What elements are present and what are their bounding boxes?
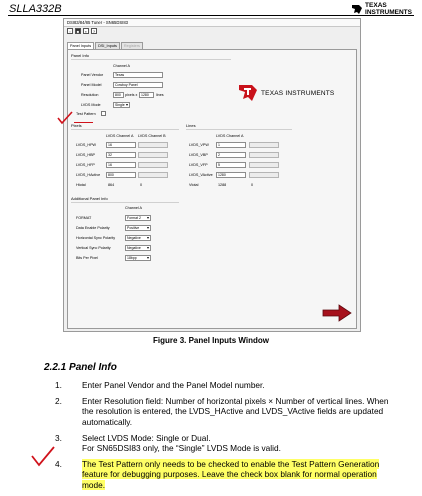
pixels-row-label: LVDS_HBP <box>76 153 95 157</box>
resolution-label: Resolution <box>81 93 99 97</box>
panel-ti-logo <box>237 83 334 103</box>
additional-title: Additional Panel Info <box>71 196 108 201</box>
list-item <box>55 396 395 427</box>
resolution-unit: lines <box>156 93 164 97</box>
item-number: 3. <box>55 432 62 443</box>
item-text-highlighted: The Test Pattern only needs to be checked to enable the Test Pattern Generation feature for debugging purposes. Leave the check box blank for normal operation mode. <box>82 459 380 490</box>
item-text: Enter Panel Vendor and the Panel Model number. <box>82 380 265 390</box>
pixels-title: Pixels <box>71 123 82 128</box>
divider <box>71 129 179 130</box>
pixels-row-b-input <box>138 172 168 178</box>
pixels-row-a-input[interactable]: 32 <box>106 152 136 158</box>
panel-info-title: Panel Info <box>71 53 90 58</box>
test-pattern-label: Test Pattern <box>76 112 96 116</box>
test-pattern-underline <box>74 122 93 123</box>
pixels-row-b-input <box>138 142 168 148</box>
lines-row-label: LVDS_VPW <box>189 143 209 147</box>
app-window <box>63 18 361 332</box>
item-text: For SN65DSI83 only, the “Single” LVDS Mode is valid. <box>82 443 281 454</box>
lvds-mode-label: LVDS Mode <box>81 103 101 107</box>
vtotal-label: Vtotal <box>189 183 199 187</box>
header-rule <box>8 15 414 16</box>
panel-inputs-panel <box>67 49 357 329</box>
pixels-row-a-input[interactable]: 800 <box>106 172 136 178</box>
pixels-row-a-input[interactable]: 16 <box>106 142 136 148</box>
lines-row-a-input[interactable]: 1 <box>216 142 246 148</box>
item-text: Enter Resolution field: Number of horizontal pixels × Number of vertical lines. When the resolution is entered, the LVDS_HActive and LVDS_VActive fields are updated automatically. <box>82 396 389 427</box>
vtotal-b-value: 0 <box>251 183 254 187</box>
resolution-h-input[interactable]: 800 <box>113 92 124 98</box>
lines-row-b-input <box>249 172 279 178</box>
tab-registers[interactable]: Registers <box>121 42 143 49</box>
panel-vendor-input[interactable]: Texas <box>113 72 163 78</box>
panel-logo-text: TEXAS INSTRUMENTS <box>261 89 335 97</box>
lines-row-label: LVDS_VActive <box>189 173 213 177</box>
item-number: 4. <box>55 459 62 470</box>
pixels-row-label: LVDS_HActive <box>76 173 101 177</box>
pixels-row-a-input[interactable]: 16 <box>106 162 136 168</box>
app-toolbar <box>64 27 360 35</box>
tab-panel-inputs[interactable]: Panel Inputs <box>67 42 94 50</box>
additional-row-label: FORMAT <box>76 216 92 220</box>
divider <box>186 129 292 130</box>
divider <box>71 202 179 203</box>
list-item <box>55 380 395 390</box>
red-checkmark-icon <box>57 111 73 125</box>
resolution-v-input[interactable]: 1280 <box>139 92 154 98</box>
additional-row-label: Horizontal Sync Polarity <box>76 236 116 240</box>
lines-row-a-input[interactable]: 2 <box>216 152 246 158</box>
ti-logo-icon <box>237 83 259 103</box>
lvds-mode-select[interactable]: Single ▾ <box>113 102 130 108</box>
htotal-label: Htotal <box>76 183 86 187</box>
brand-line2: INSTRUMENTS <box>365 9 412 16</box>
lines-col-a: LVDS Channel A <box>216 134 244 138</box>
vsync-polarity-select[interactable]: Negative ▾ <box>125 245 151 251</box>
figure-caption: Figure 3. Panel Inputs Window <box>153 336 269 345</box>
lines-row-a-input[interactable]: 5 <box>216 162 246 168</box>
format-select[interactable]: Format 2 ▾ <box>125 215 151 221</box>
instruction-list <box>55 380 395 496</box>
brand-line1: TEXAS <box>365 2 387 9</box>
htotal-a-value: 864 <box>108 183 115 187</box>
display-icon[interactable]: ▫ <box>67 28 73 34</box>
red-checkmark-icon <box>30 445 56 467</box>
pixels-col-b: LVDS Channel B <box>138 134 166 138</box>
additional-row-label: Vertical Sync Polarity <box>76 246 111 250</box>
divider <box>71 59 231 60</box>
section-heading: 2.2.1 Panel Info <box>44 362 117 373</box>
channel-a-header: Channel A <box>113 64 131 68</box>
additional-row-label: Bits Per Pixel <box>76 256 98 260</box>
pixels-row-b-input <box>138 152 168 158</box>
data-enable-polarity-select[interactable]: Positive ▾ <box>125 225 151 231</box>
ti-logo-icon <box>351 4 363 15</box>
additional-channel-header: Channel A <box>125 206 143 210</box>
list-item <box>55 433 395 453</box>
hsync-polarity-select[interactable]: Negative ▾ <box>125 235 151 241</box>
lines-title: Lines <box>186 123 196 128</box>
panel-vendor-label: Panel Vendor <box>81 73 104 77</box>
lines-row-a-input[interactable]: 1280 <box>216 172 246 178</box>
vtotal-a-value: 1288 <box>218 183 227 187</box>
bits-per-pixel-select[interactable]: 18bpp ▾ <box>125 255 151 261</box>
doc-id: SLLA332B <box>9 3 62 15</box>
pixels-row-b-input <box>138 162 168 168</box>
resolution-sep: pixels x <box>125 93 138 97</box>
next-arrow-icon[interactable] <box>322 304 352 322</box>
app-title: DSI83/84/85 Tuner - SN65DSI83 <box>64 19 360 27</box>
tab-dsi-inputs[interactable]: DSI_Inputs <box>95 42 120 49</box>
lines-row-label: LVDS_VFP <box>189 163 208 167</box>
test-pattern-checkbox[interactable] <box>101 111 106 116</box>
lines-row-b-input <box>249 162 279 168</box>
lines-row-label: LVDS_VBP <box>189 153 208 157</box>
pixels-col-a: LVDS Channel A <box>106 134 134 138</box>
list-item <box>55 459 395 490</box>
dark-icon[interactable]: ■ <box>76 28 80 34</box>
item-number: 2. <box>55 396 62 407</box>
lines-row-b-input <box>249 142 279 148</box>
panel-model-label: Panel Model <box>81 83 102 87</box>
item-text: Select LVDS Mode: Single or Dual. <box>82 432 211 443</box>
htotal-b-value: 0 <box>140 183 143 187</box>
pixels-row-label: LVDS_HPW <box>76 143 97 147</box>
item-number: 1. <box>55 380 62 390</box>
help-icon[interactable]: ? <box>92 28 96 34</box>
brand <box>351 2 412 16</box>
additional-row-label: Data Enable Polarity <box>76 226 110 230</box>
brand-text <box>365 2 412 16</box>
panel-model-input[interactable]: Cowboy Panel <box>113 82 163 88</box>
image-icon[interactable]: ▪ <box>83 28 89 34</box>
lines-row-b-input <box>249 152 279 158</box>
pixels-row-label: LVDS_HFP <box>76 163 95 167</box>
